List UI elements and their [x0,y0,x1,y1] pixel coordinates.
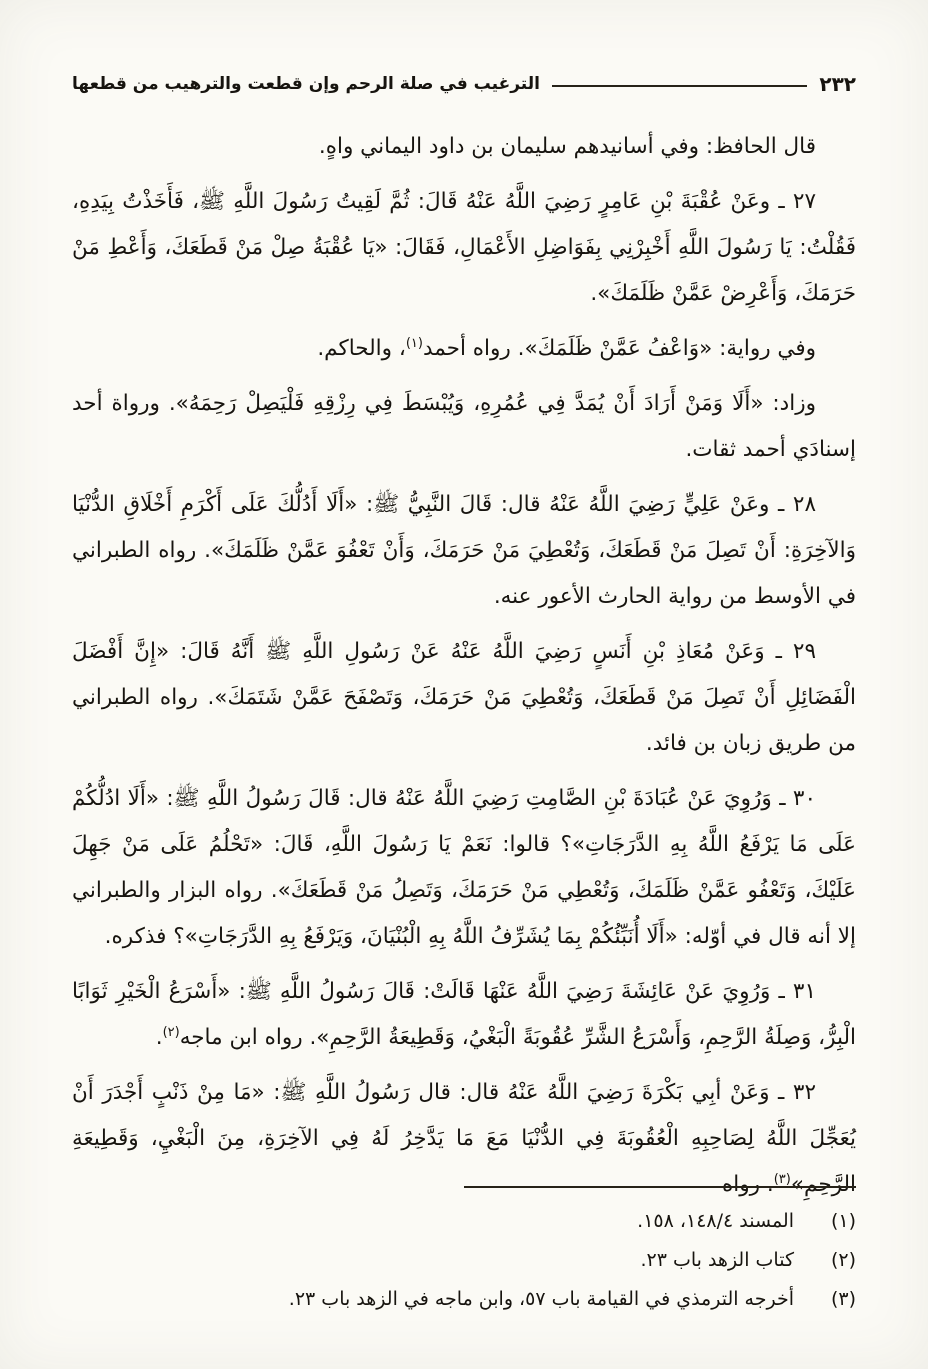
paragraph-text: . [155,1025,163,1050]
footnote-marker: (٢) [830,1249,856,1271]
footnote-text: المسند ١٤٨/٤، ١٥٨. [637,1210,794,1232]
paragraph: ٣٠ ـ وَرُوِيَ عَنْ عُبَادَةَ بْنِ الصَّامِتِ رَضِيَ اللَّهُ عَنْهُ قال: قَالَ رَسُولُ اللَّهِ ﷺ: «أَلَا ادُلُّكُمْ عَلَى مَا يَرْفَعُ اللَّهُ بِهِ الدَّرَجَاتِ»؟ قالوا: نَعَمْ يَا رَسُولَ اللَّهِ، قَالَ: «تَحْلُمُ عَلَى مَنْ جَهِلَ عَلَيْكَ، وَتَعْفُو عَمَّنْ ظَلَمَكَ، وَتُعْطِي مَنْ حَرَمَكَ، وَتَصِلُ مَنْ قَطَعَكَ». رواه البزار والطبراني إلا أنه قال في أوّله: «أَلَا أُنَبِّئُكُمْ بِمَا يُشَرِّفُ اللَّهُ بِهِ الْبُنْيَانَ، وَيَرْفَعُ بِهِ الدَّرَجَاتِ»؟ فذكره. [72,786,856,949]
footnote [72,1202,856,1241]
footnote-ref-3: (٣) [773,1171,791,1187]
paragraph: وزاد: «أَلَا وَمَنْ أَرَادَ أَنْ يُمَدَّ فِي عُمُرِهِ، وَيُبْسَطَ فِي رِزْقِهِ فَلْيَصِلْ رَحِمَهُ». ورواة أحد إسنادَي أحمد ثقات. [72,391,856,462]
footnote-marker: (٣) [830,1288,856,1310]
footnote-separator [464,1186,856,1188]
page-header [72,0,856,96]
paragraph [72,326,856,372]
paragraph: ٢٨ ـ وعَنْ عَلِيٍّ رَضِيَ اللَّهُ عَنْهُ قال: قَالَ النَّبِيُّ ﷺ: «أَلَا أَدُلُّكَ عَلَى أَكْرَمِ أَخْلَاقِ الدُّنْيَا وَالآخِرَةِ: أَنْ تَصِلَ مَنْ قَطَعَكَ، وَتُعْطِيَ مَنْ حَرَمَكَ، وَأَنْ تَعْفُوَ عَمَّنْ ظَلَمَكَ». رواه الطبراني في الأوسط من رواية الحارث الأعور عنه. [72,492,856,609]
paragraph-text: ٣١ ـ وَرُوِيَ عَنْ عَائِشَةَ رَضِيَ اللَّهُ عَنْهَا قَالَتْ: قَالَ رَسُولُ اللَّهِ ﷺ: «أَسْرَعُ الْخَيْرِ ثَوَابًا الْبِرُّ، وَصِلَةُ الرَّحِمِ، وَأَسْرَعُ الشَّرِّ عُقُوبَةً الْبَغْيُ، وَقَطِيعَةُ الرَّحِمِ». رواه ابن ماجه [72,979,856,1050]
paragraph: ٢٧ ـ وعَنْ عُقْبَةَ بْنِ عَامِرٍ رَضِيَ اللَّهُ عَنْهُ قَالَ: ثُمَّ لَقِيتُ رَسُولَ اللَّهِ ﷺ، فَأَخَذْتُ بِيَدِهِ، فَقُلْتُ: يَا رَسُولَ اللَّهِ أَخْبِرْنِي بِفَوَاضِلِ الأَعْمَالِ، فَقَالَ: «يَا عُقْبَةُ صِلْ مَنْ قَطَعَكَ، وَأَعْطِ مَنْ حَرَمَكَ، وَأَعْرِضْ عَمَّنْ ظَلَمَكَ». [72,189,856,306]
header-rule [552,85,807,87]
footnote [72,1280,856,1319]
footnote-text: أخرجه الترمذي في القيامة باب ٥٧، وابن ماجه في الزهد باب ٢٣. [288,1288,794,1310]
page-title: الترغيب في صلة الرحم وإن قطعت والترهيب من قطعها [72,74,540,94]
page-body [72,124,856,1208]
footnotes-section [72,1186,856,1319]
page-number: ٢٣٢ [819,72,856,96]
paragraph-text: . رواه [722,1172,774,1197]
paragraph-text: ٣٢ ـ وَعَنْ أبِي بَكْرَةَ رَضِيَ اللَّهُ عَنْهُ قال: قال رَسُولُ اللَّهِ ﷺ: «مَا مِنْ ذَنْبٍ أَجْدَرَ أَنْ يُعَجِّلَ اللَّهُ لِصَاحِبِهِ الْعُقُوبَةَ فِي الدُّنْيَا مَعَ مَا يَدَّخِرُ لَهُ فِي الآخِرَةِ، مِنَ الْبَغْيِ، وَقَطِيعَةِ الرَّحِمِ» [72,1080,856,1197]
footnote [72,1241,856,1280]
paragraph-text: ، والحاكم. [317,336,406,361]
paragraph: ٢٩ ـ وَعَنْ مُعَاذِ بْنِ أَنَسٍ رَضِيَ اللَّهُ عَنْهُ عَنْ رَسُولِ اللَّهِ ﷺ أَنَّهُ قَالَ: «إِنَّ أَفْضَلَ الْفَضَائِلِ أَنْ تَصِلَ مَنْ قَطَعَكَ، وَتُعْطِيَ مَنْ حَرَمَكَ، وَتَصْفَحَ عَمَّنْ شَتَمَكَ». رواه الطبراني من طريق زبان بن فائد. [72,639,856,756]
footnote-ref-1: (١) [405,335,423,351]
footnote-text: كتاب الزهد باب ٢٣. [640,1249,794,1271]
paragraph-text: وفي رواية: «وَاعْفُ عَمَّنْ ظَلَمَكَ». رواه أحمد [422,336,816,361]
paragraph [72,969,856,1061]
footnote-ref-2: (٢) [162,1024,180,1040]
paragraph: قال الحافظ: وفي أسانيدهم سليمان بن داود اليماني واهٍ. [318,134,816,159]
footnote-marker: (١) [830,1210,856,1232]
